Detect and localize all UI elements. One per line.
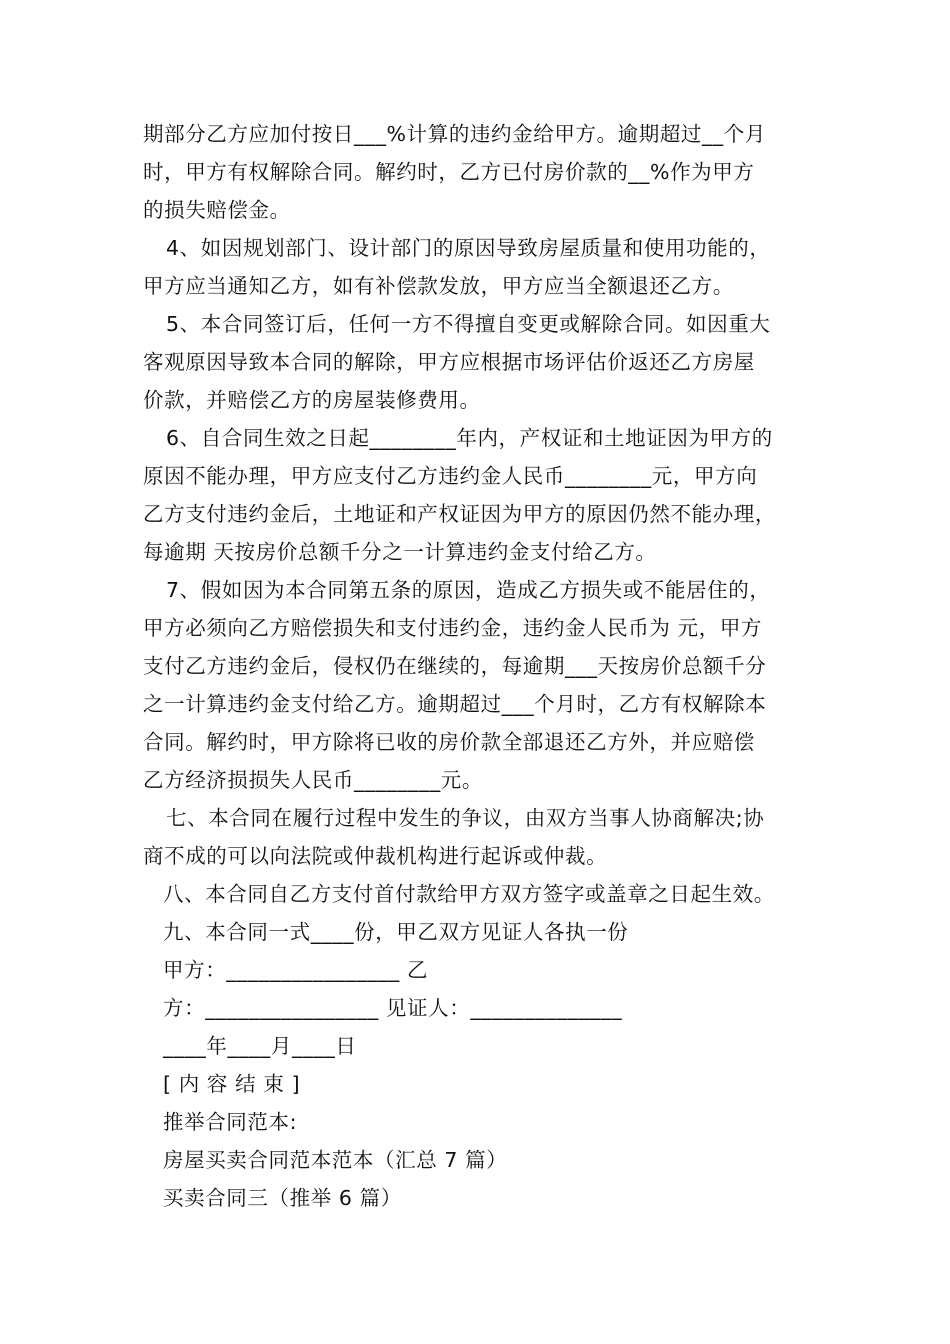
clause-7-line-2: 甲方必须向乙方赔偿损失和支付违约金，违约金人民币为 元，甲方 [143, 616, 763, 640]
recommended-link-1[interactable]: 房屋买卖合同范本范本（汇总 7 篇） [163, 1148, 508, 1172]
clause-7-line-4: 之一计算违约金支付给乙方。逾期超过___个月时，乙方有权解除本 [143, 692, 767, 716]
clause-4-line-1: 4、如因规划部门、设计部门的原因导致房屋质量和使用功能的， [166, 236, 771, 260]
clause-7-line-1: 7、假如因为本合同第五条的原因，造成乙方损失或不能居住的， [166, 578, 771, 602]
clause-seven-line-2: 商不成的可以向法院或仲裁机构进行起诉或仲裁。 [143, 844, 608, 868]
text-line-1: 期部分乙方应加付按日___%计算的违约金给甲方。逾期超过__个月 [143, 122, 766, 146]
clause-5-line-3: 价款，并赔偿乙方的房屋装修费用。 [143, 388, 481, 412]
clause-5-line-2: 客观原因导致本合同的解除，甲方应根据市场评估价返还乙方房屋 [143, 350, 755, 374]
party-b-witness-line: 方：________________ 见证人：______________ [163, 996, 623, 1020]
clause-nine: 九、本合同一式____份，甲乙双方见证人各执一份 [163, 920, 629, 944]
clause-6-line-4: 每逾期 天按房价总额千分之一计算违约金支付给乙方。 [143, 540, 657, 564]
clause-7-line-5: 合同。解约时，甲方除将已收的房价款全部退还乙方外，并应赔偿 [143, 730, 755, 754]
content-end-marker: [ 内 容 结 束 ] [163, 1072, 301, 1096]
clause-7-line-3: 支付乙方违约金后，侵权仍在继续的，每逾期___天按房价总额千分 [143, 654, 767, 678]
clause-6-line-1: 6、自合同生效之日起________年内，产权证和土地证因为甲方的 [166, 426, 773, 450]
clause-6-line-3: 乙方支付违约金后，土地证和产权证因为甲方的原因仍然不能办理， [143, 502, 776, 526]
recommended-link-2[interactable]: 买卖合同三（推举 6 篇） [163, 1186, 402, 1210]
party-a-signature-line: 甲方：________________ 乙 [163, 958, 429, 982]
date-line: ____年____月____日 [163, 1034, 357, 1058]
clause-5-line-1: 5、本合同签订后，任何一方不得擅自变更或解除合同。如因重大 [166, 312, 771, 336]
text-line-3: 的损失赔偿金。 [143, 198, 291, 222]
clause-7-line-6: 乙方经济损损失人民币________元。 [143, 768, 483, 792]
text-line-2: 时，甲方有权解除合同。解约时，乙方已付房价款的__%作为甲方 [143, 160, 755, 184]
clause-seven-line-1: 七、本合同在履行过程中发生的争议，由双方当事人协商解决;协 [166, 806, 765, 830]
recommended-heading: 推举合同范本: [163, 1110, 298, 1134]
clause-eight: 八、本合同自乙方支付首付款给甲方双方签字或盖章之日起生效。 [163, 882, 775, 906]
clause-4-line-2: 甲方应当通知乙方，如有补偿款发放，甲方应当全额退还乙方。 [143, 274, 734, 298]
clause-6-line-2: 原因不能办理，甲方应支付乙方违约金人民币________元，甲方向 [143, 464, 758, 488]
